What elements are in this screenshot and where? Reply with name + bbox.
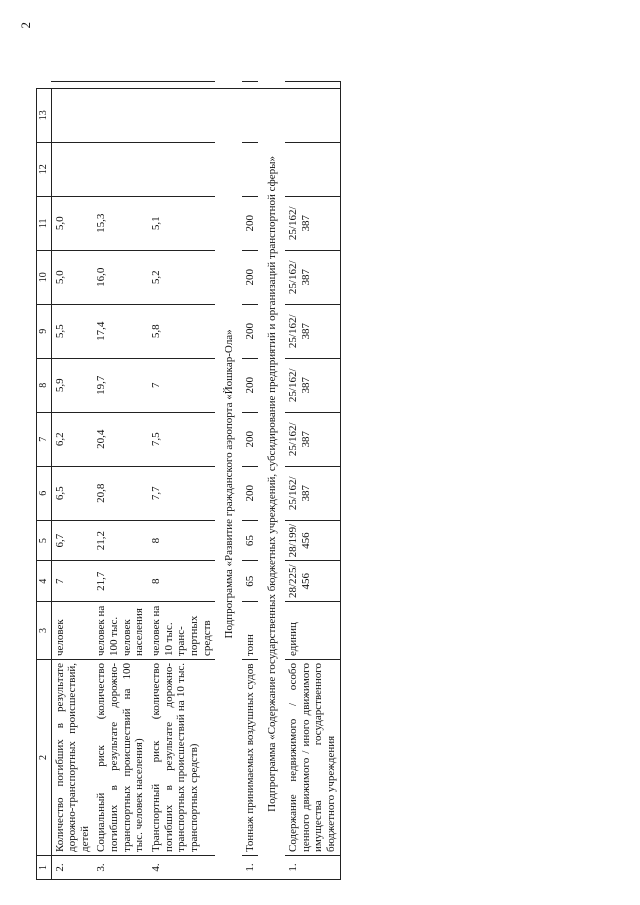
value-cell [93, 142, 148, 196]
col-header: 9 [37, 304, 52, 358]
value-cell [148, 81, 215, 88]
col-header: 1 [37, 856, 52, 880]
value-cell: 200 [242, 358, 259, 412]
value-cell: 5,0 [51, 196, 93, 250]
value-cell [93, 81, 148, 88]
value-cell: 5,9 [51, 358, 93, 412]
value-cell: 65 [242, 520, 259, 561]
col-header: 12 [37, 142, 52, 196]
table-row [148, 81, 215, 879]
value-cell [285, 142, 340, 196]
value-cell: 5,5 [51, 304, 93, 358]
value-cell: 7,7 [148, 466, 215, 520]
page-number: 2 [18, 22, 33, 29]
indicator-name: Тоннаж принимаемых воздушных судов [242, 660, 259, 856]
value-cell: 28/225/ 456 [285, 561, 340, 602]
table-row [51, 81, 93, 879]
value-cell: 25/162/ 387 [285, 250, 340, 304]
value-cell: 5,0 [51, 250, 93, 304]
value-cell [148, 142, 215, 196]
col-header: 6 [37, 466, 52, 520]
value-cell [148, 88, 215, 142]
unit: человек на 10 тыс. транс-портных средств [148, 602, 215, 660]
col-header: 8 [37, 358, 52, 412]
rotated-page [8, 10, 628, 890]
value-cell [51, 88, 93, 142]
value-cell: 5,8 [148, 304, 215, 358]
row-number: 3. [93, 856, 148, 880]
col-header: 4 [37, 561, 52, 602]
value-cell: 6,7 [51, 520, 93, 561]
col-header: 13 [37, 88, 52, 142]
header-row [37, 81, 52, 879]
indicator-name: Транспортный риск (количество погибших в результате дорожно-транспортных происшествий на 10 тыс. транспортных средств) [148, 660, 215, 856]
value-cell: 200 [242, 412, 259, 466]
unit: человек на 100 тыс. человек населения [93, 602, 148, 660]
table-row [285, 81, 340, 879]
subprogram-title: Подпрограмма «Содержание государственных бюджетных учреждений, субсидирование предприятий и организаций транспортной сферы» [258, 88, 285, 879]
row-number: 4. [148, 856, 215, 880]
value-cell: 20,4 [93, 412, 148, 466]
unit: тонн [242, 602, 259, 660]
value-cell: 7 [148, 358, 215, 412]
col-header: 7 [37, 412, 52, 466]
value-cell: 25/162/ 387 [285, 358, 340, 412]
col-header: 11 [37, 196, 52, 250]
value-cell: 25/162/ 387 [285, 412, 340, 466]
value-cell: 200 [242, 250, 259, 304]
value-cell: 21,2 [93, 520, 148, 561]
value-cell: 8 [148, 561, 215, 602]
value-cell: 5,1 [148, 196, 215, 250]
value-cell: 200 [242, 196, 259, 250]
value-cell [242, 81, 259, 88]
indicators-table [36, 81, 341, 880]
table-row [93, 81, 148, 879]
value-cell [285, 81, 340, 88]
value-cell [285, 88, 340, 142]
indicator-name: Социальный риск (количество погибших в результате дорожно-транспортных происшествий на 100 тыс. человек населения) [93, 660, 148, 856]
value-cell: 7 [51, 561, 93, 602]
value-cell: 25/162/ 387 [285, 196, 340, 250]
indicator-name: Содержание недвижимого / особо ценного движимого / иного движимого имущества государственного бюджетного учреждения [285, 660, 340, 856]
value-cell: 15,3 [93, 196, 148, 250]
value-cell: 6,2 [51, 412, 93, 466]
value-cell [93, 88, 148, 142]
col-header: 2 [37, 660, 52, 856]
col-header: 5 [37, 520, 52, 561]
value-cell: 20,8 [93, 466, 148, 520]
section-row [215, 81, 242, 879]
value-cell: 25/162/ 387 [285, 466, 340, 520]
value-cell: 19,7 [93, 358, 148, 412]
row-number: 1. [242, 856, 259, 880]
value-cell: 5,2 [148, 250, 215, 304]
value-cell: 6,5 [51, 466, 93, 520]
section-row [258, 81, 285, 879]
indicator-name: Количество погибших в результате дорожно-транспортных происшествий, детей [51, 660, 93, 856]
value-cell [242, 88, 259, 142]
value-cell: 8 [148, 520, 215, 561]
value-cell: 65 [242, 561, 259, 602]
value-cell: 16,0 [93, 250, 148, 304]
value-cell: 28/199/ 456 [285, 520, 340, 561]
row-number: 1. [285, 856, 340, 880]
unit: единиц [285, 602, 340, 660]
value-cell: 25/162/ 387 [285, 304, 340, 358]
value-cell: 200 [242, 304, 259, 358]
row-number: 2. [51, 856, 93, 880]
value-cell: 17,4 [93, 304, 148, 358]
col-header: 3 [37, 602, 52, 660]
table-row [242, 81, 259, 879]
value-cell [51, 142, 93, 196]
col-header: 10 [37, 250, 52, 304]
subprogram-title: Подпрограмма «Развитие гражданского аэропорта «Йошкар-Ола» [215, 88, 242, 879]
value-cell [242, 142, 259, 196]
value-cell: 21,7 [93, 561, 148, 602]
unit: человек [51, 602, 93, 660]
value-cell [51, 81, 93, 88]
value-cell: 7,5 [148, 412, 215, 466]
value-cell: 200 [242, 466, 259, 520]
